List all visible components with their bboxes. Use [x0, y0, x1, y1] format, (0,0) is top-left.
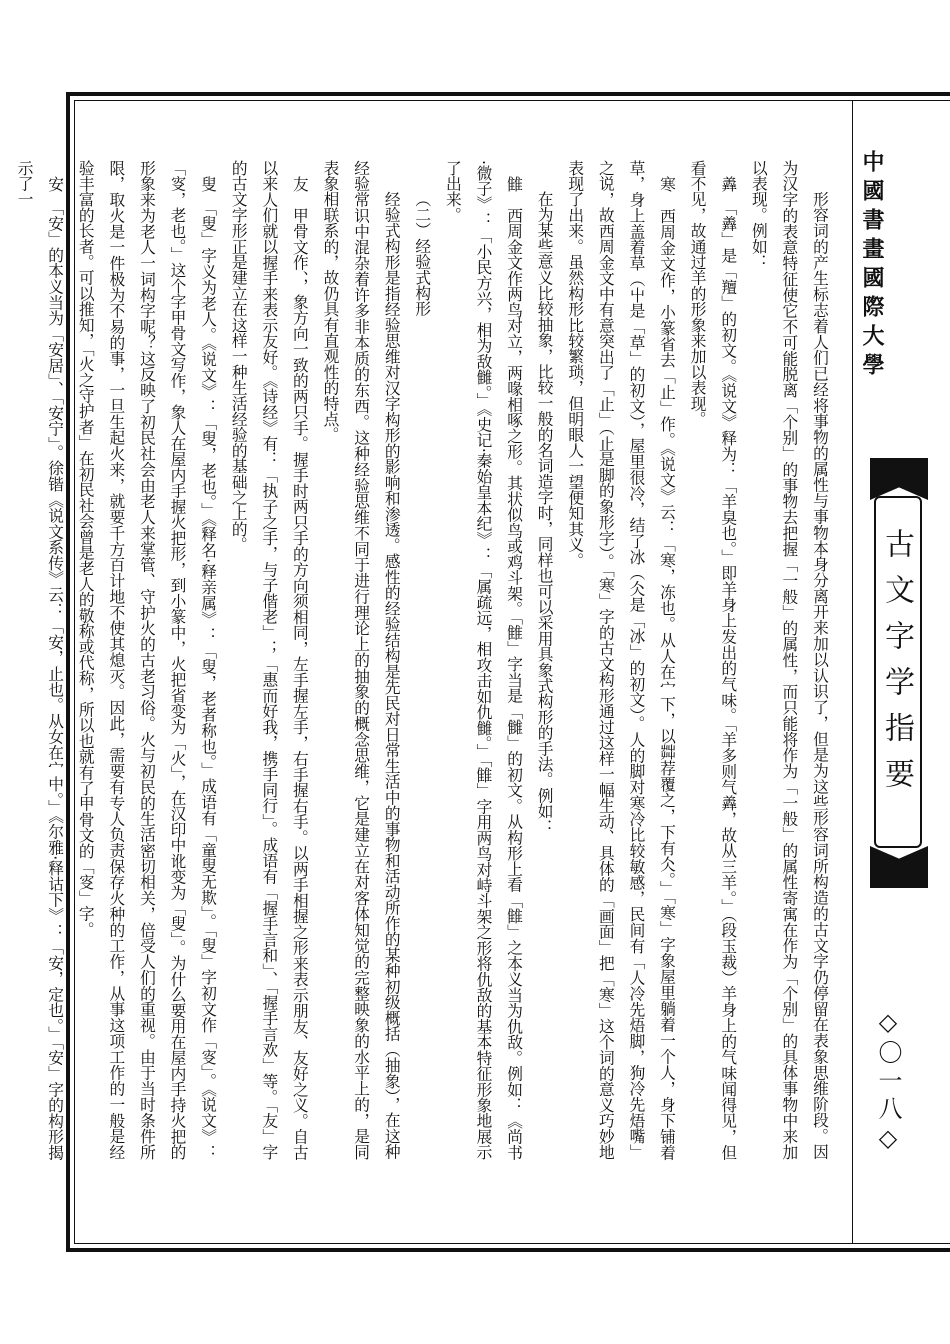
- example-char: 羴: [719, 175, 739, 192]
- margin-rule: [852, 100, 853, 1244]
- example-char: 寒: [658, 175, 678, 192]
- example-char: 安: [46, 175, 66, 192]
- example-text: 「羴」是「羶」的初文。《说文》释为：「羊臭也。」即羊身上发出的气味。「羊多则气羴，故从三羊。」（段玉裁）羊身上的气味闻得见，但看不见，故通过羊的形象来加以表现。: [688, 160, 739, 1161]
- example-text: 「叟」字义为老人。《说文》：「叟，老也。」《释名·释亲属》：「叟，老者称也。」成语有「童叟无欺」。「叟」字初文作「叜」。《说文》：「叜，老也。」这个字甲骨文写作，象人在屋内手握火把形，到小篆中，火把省变为「火」，在汉印中讹变为「叟」。为什么要用在屋内手持火把的形象来为老人一词构字呢？这反映了初民社会由老人来掌管、守护火的古老习俗。火与初民的生活密切相关，倍受人们的重视。由于当时条件所限，取火是一件极为不易的事，一旦生起火来，就要千方百计地不使其熄灭。因此，需要有专人负责保存火种的工作，从事这项工作的一般是经验丰富的长者。可以推知，「火之守护者」在初民社会曾是老人的敬称或代称，所以也就有了甲骨文的「叜」字。: [76, 160, 219, 1161]
- example-text: 西周金文作，小篆省去「止」作。《说文》云：「寒，冻也。从人在宀下，以茻荐覆之，下有仌。」「寒」字象屋里躺着一个人，身下铺着草，身上盖着草（屮是「草」的初文），屋里很冷，结了冰（仌是「冰」的初文）。人的脚对寒冷比较敏感，民间有「人冷先焐脚，狗冷先焐嘴」之说，故西周金文中有意突出了「止」（止是脚的象形字）。「寒」字的古文构形通过这样一幅生动、具体的「画面」把「寒」这个词的意义巧妙地表现了出来。虽然构形比较繁琐，但明眼人一望便知其义。: [566, 160, 678, 1161]
- example-char: 雔: [505, 175, 525, 192]
- example-entry: [560, 160, 682, 1160]
- book-title: 古文字学指要: [879, 528, 914, 804]
- example-entry: [70, 160, 223, 1160]
- paragraph: 在为某些意义比较抽象，比较一般的名词造字时，同样也可以采用具象式构形的手法。例如：: [535, 191, 555, 836]
- example-entry: [437, 160, 529, 1160]
- university-header: 中國書畫國際大學: [859, 150, 885, 382]
- example-text: 甲骨文作、，象方向一致的两只手。握手时两只手的方向须相同，左手握左手，右手握右手。以两手相握之形来表示朋友、友好之义。自古以来人们就以握手来表示友好。《诗经》有：「执子之手，与子偕老」；「惠而好我，携手同行」。成语有「握手言和」、「握手言欢」等。「友」字的古文字形正是建立在这样一种生活经验的基础之上的。: [229, 160, 310, 1160]
- example-char: 友: [290, 175, 310, 192]
- example-entry: [9, 160, 70, 1160]
- book-title-cartouche: [870, 458, 928, 888]
- paragraph: 形容词的产生标志着人们已经将事物的属性与事物本身分离开来加以认识了，但是为这些形容词所构造的古文字仍停留在表象思维阶段。因为汉字的表意特征使它不可能脱离「个别」的事物去把握「一般」的属性，而只能将作为「一般」的属性寄寓在作为「个别」的具体事物中来加以表现。例如：: [749, 160, 830, 1160]
- example-text: 「安」的本义当为「安居」、「安宁」。徐锴《说文系传》云：「安，止也。从女在宀中。」《尔雅·释诂下》：「安，定也。」「安」字的构形揭示了一: [15, 160, 66, 1160]
- main-text: [15, 160, 835, 1161]
- section-heading: （二）经验式构形: [413, 191, 433, 317]
- page-number: ◇〇一八◇: [874, 1008, 902, 1156]
- paragraph: 经验式构形是指经验思维对汉字构形的影响和渗透。感性的经验结构是先民对日常生活中的事物和活动所作的某种初级概括（抽象），在这种经验常识中混杂着许多非本质的东西。这种经验思维不同于进行理论上的抽象的概念思维，它是建立在对客体知觉的完整映象的水平上的，是同表象相联系的，故仍具有直观性的特点。: [321, 160, 402, 1160]
- example-entry: [682, 160, 743, 1160]
- cartouche-bottom-ornament: [870, 846, 928, 888]
- cartouche-top-ornament: [870, 458, 928, 500]
- example-char: 叟: [199, 175, 219, 192]
- example-entry: [223, 160, 315, 1160]
- example-text: 西周金文作两鸟对立，两喙相啄之形。其状似鸟或鸡斗架。「雔」字当是「雠」的初文。从构形上看「雔」之本义当为仇敌。例如：《尚书·微子》：「小民方兴，相为敌雠。」《史记·秦始皇本纪》：「属疏远，相攻击如仇雠。」「雔」字用两鸟对峙斗架之形将仇敌的基本特征形象地展示了出来。: [443, 160, 525, 1160]
